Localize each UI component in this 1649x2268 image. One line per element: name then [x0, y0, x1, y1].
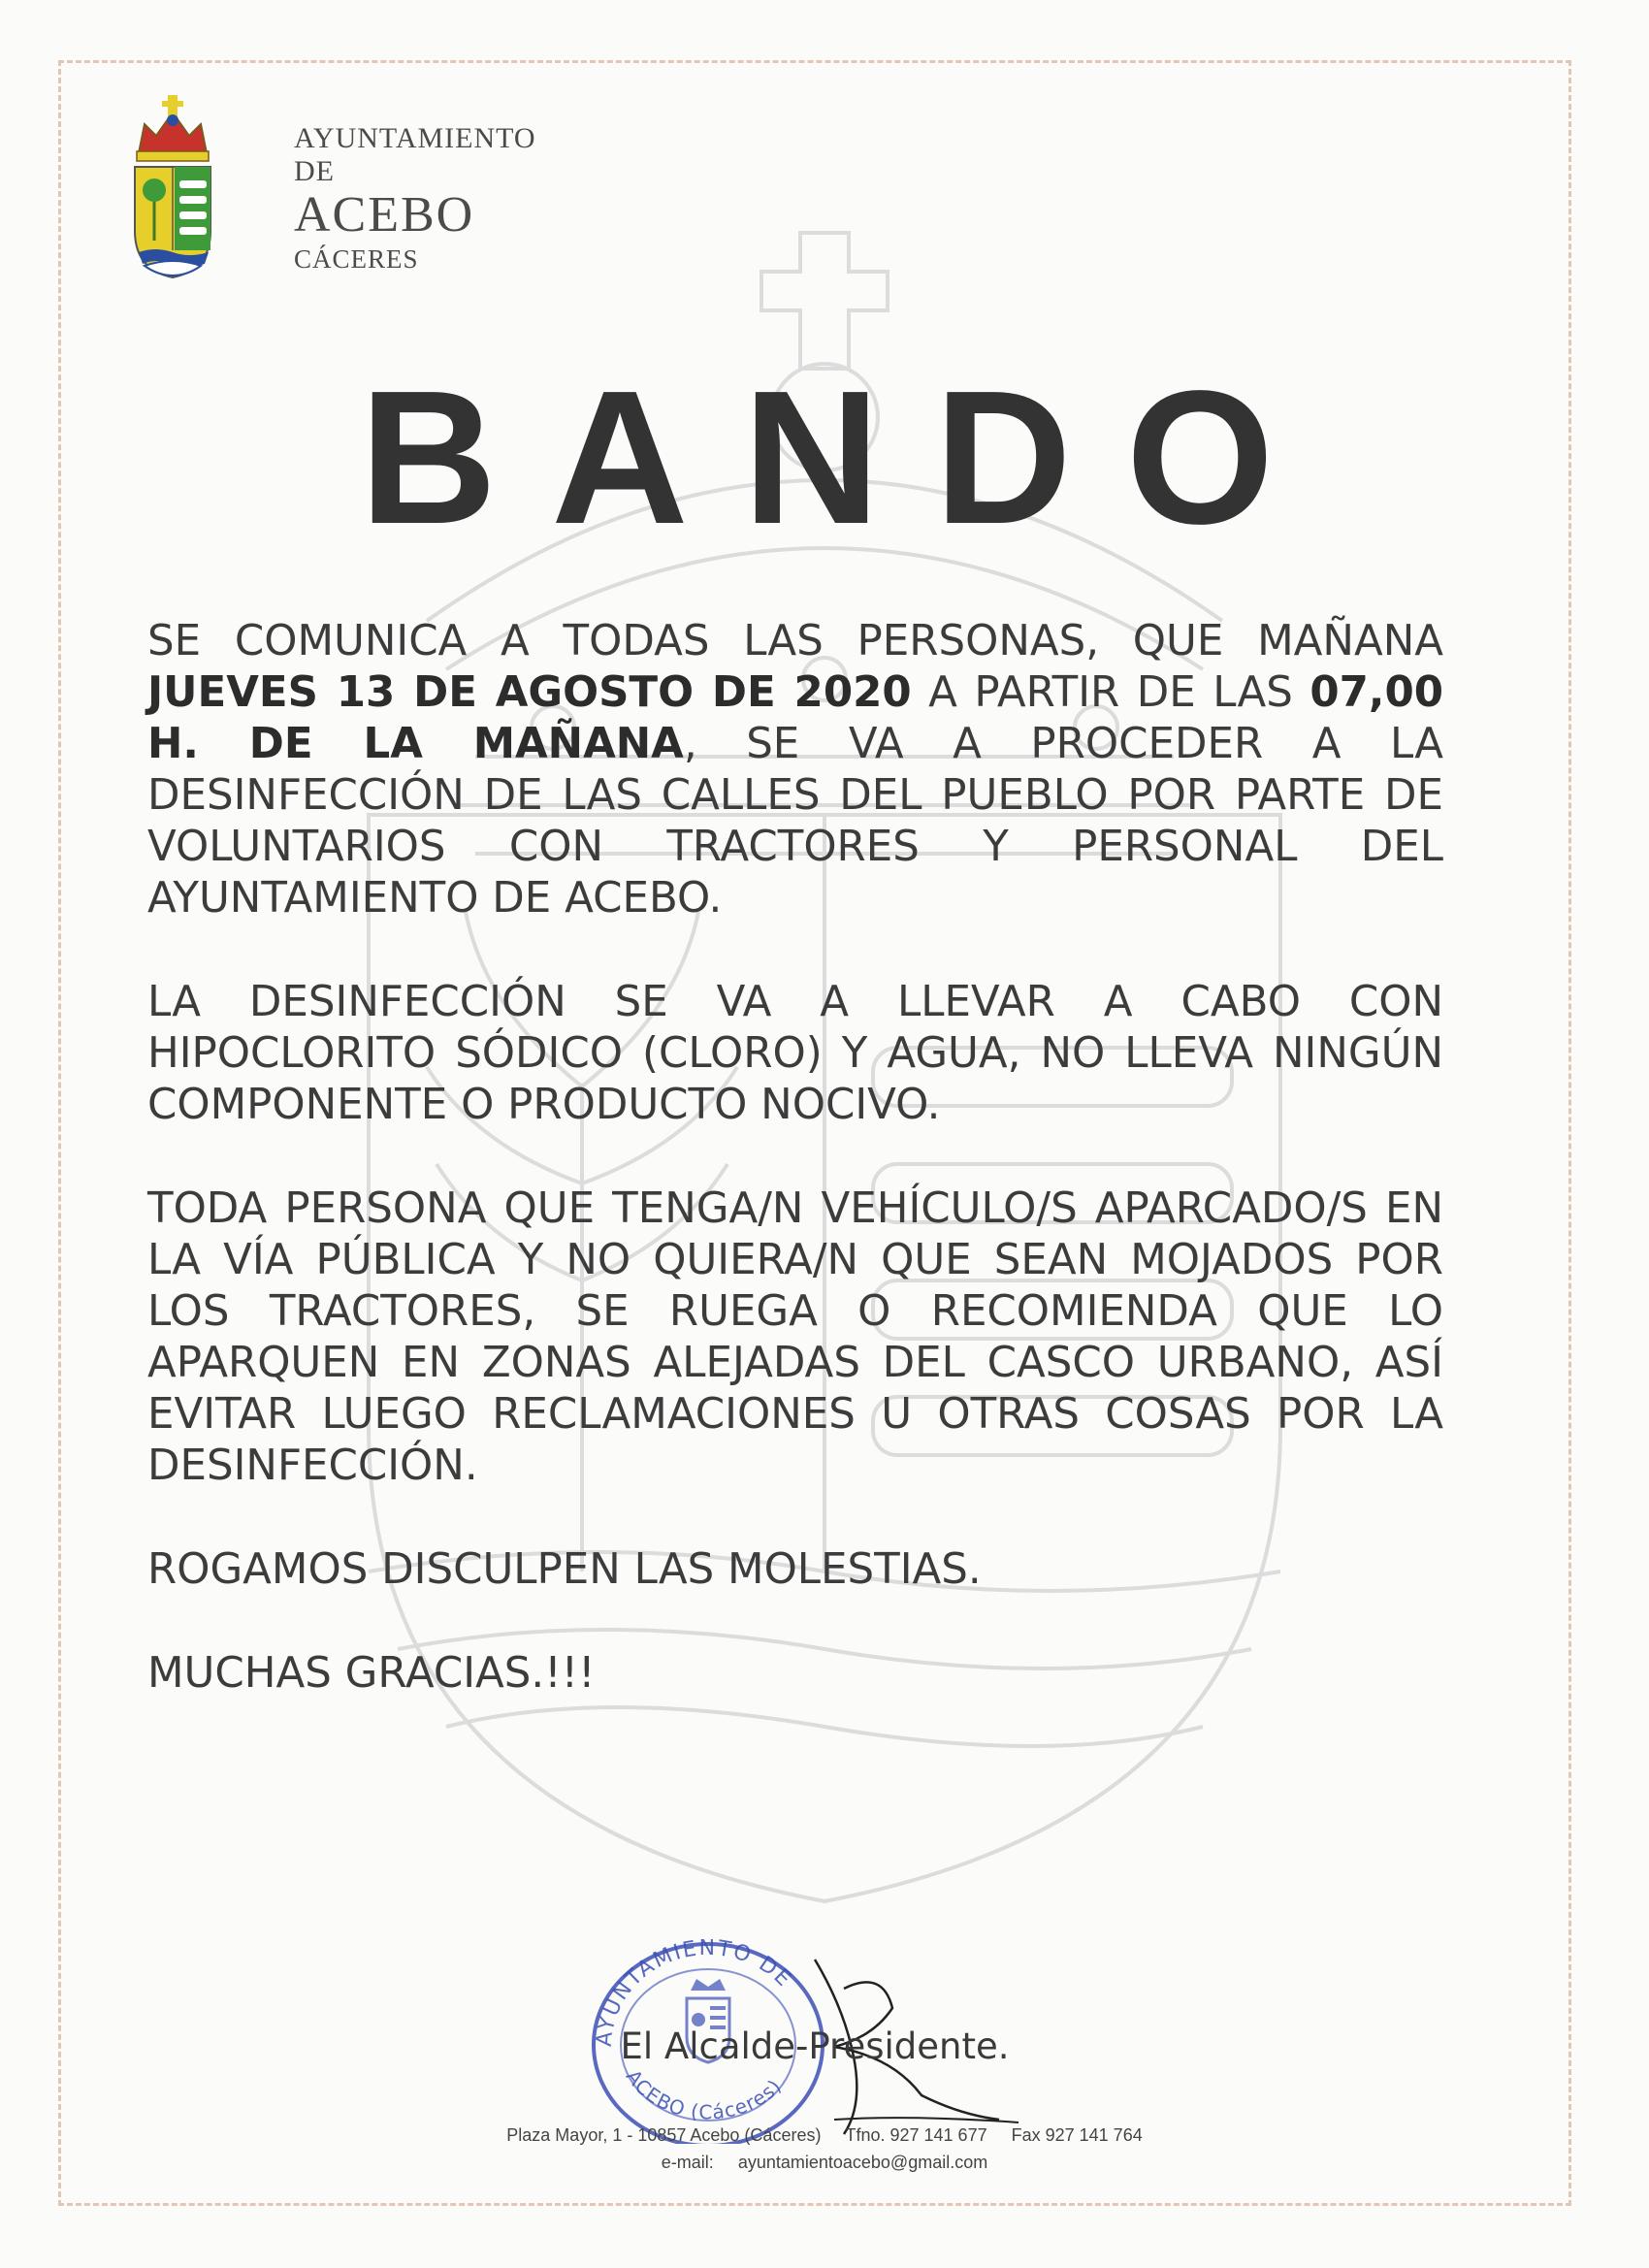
footer-email-label: e-mail:: [661, 2153, 714, 2172]
footer-contact: [0, 2122, 1649, 2176]
notice-body: [147, 616, 1443, 1752]
municipality-header: [131, 85, 577, 289]
org-name-line2: ACEBO: [294, 187, 475, 243]
announcement-time: 07,00 H. DE LA MAÑANA: [147, 668, 1443, 768]
paragraph-apology: ROGAMOS DISCULPEN LAS MOLESTIAS.: [147, 1545, 982, 1594]
paragraph-thanks: MUCHAS GRACIAS.!!!: [147, 1649, 596, 1698]
footer-email: ayuntamientoacebo@gmail.com: [737, 2153, 988, 2172]
signature-area: [582, 1930, 1048, 2154]
paragraph-products: LA DESINFECCIÓN SE VA A LLEVAR A CABO CON HIPOCLORITO SÓDICO (CLORO) Y AGUA, NO LLEVA NINGÚN COMPONENTE O PRODUCTO NOCIVO.: [147, 978, 1443, 1129]
paragraph-announcement: [147, 616, 1443, 924]
document-title: BANDO: [359, 351, 1329, 564]
footer-line1: [0, 2122, 1649, 2149]
stamp-text-top: AYUNTAMIENTO DE: [592, 1935, 797, 2048]
announcement-from: A PARTIR DE LAS: [911, 668, 1310, 717]
announcement-intro: SE COMUNICA A TODAS LAS PERSONAS, QUE MAÑANA: [147, 617, 1443, 665]
footer-address: Plaza Mayor, 1 - 10857 Acebo (Cáceres): [506, 2125, 822, 2145]
footer-phone: Tfno. 927 141 677: [845, 2125, 987, 2145]
org-name-line1: AYUNTAMIENTO DE: [294, 122, 536, 187]
paragraph-vehicles: TODA PERSONA QUE TENGA/N VEHÍCULO/S APARCADO/S EN LA VÍA PÚBLICA Y NO QUIERA/N QUE SEAN MOJADOS POR LOS TRACTORES, SE RUEGA O RECOMIENDA QUE LO APARQUEN EN ZONAS ALEJADAS DEL CASCO URBANO, ASÍ EVITAR LUEGO RECLAMACIONES U OTRAS COSAS POR LA DESINFECCIÓN.: [147, 1184, 1443, 1490]
municipality-name: [294, 122, 577, 275]
announcement-date: JUEVES 13 DE AGOSTO DE 2020: [147, 668, 912, 717]
announcement-rest: , SE VA A PROCEDER A LA DESINFECCIÓN DE LAS CALLES DEL PUEBLO POR PARTE DE VOLUNTARIOS CON TRACTORES Y PERSONAL DEL AYUNTAMIENTO DE ACEBO.: [147, 720, 1444, 923]
svg-text:ACEBO (Cáceres): [622, 2065, 787, 2123]
org-name-line3: CÁCERES: [294, 244, 419, 274]
footer-line2: [0, 2149, 1649, 2176]
stamp-text-bottom: ACEBO (Cáceres): [621, 2064, 787, 2124]
signer-title: El Alcalde-Presidente.: [620, 2025, 1010, 2067]
municipality-crest-logo: [131, 85, 214, 279]
footer-fax: Fax 927 141 764: [1011, 2125, 1143, 2145]
